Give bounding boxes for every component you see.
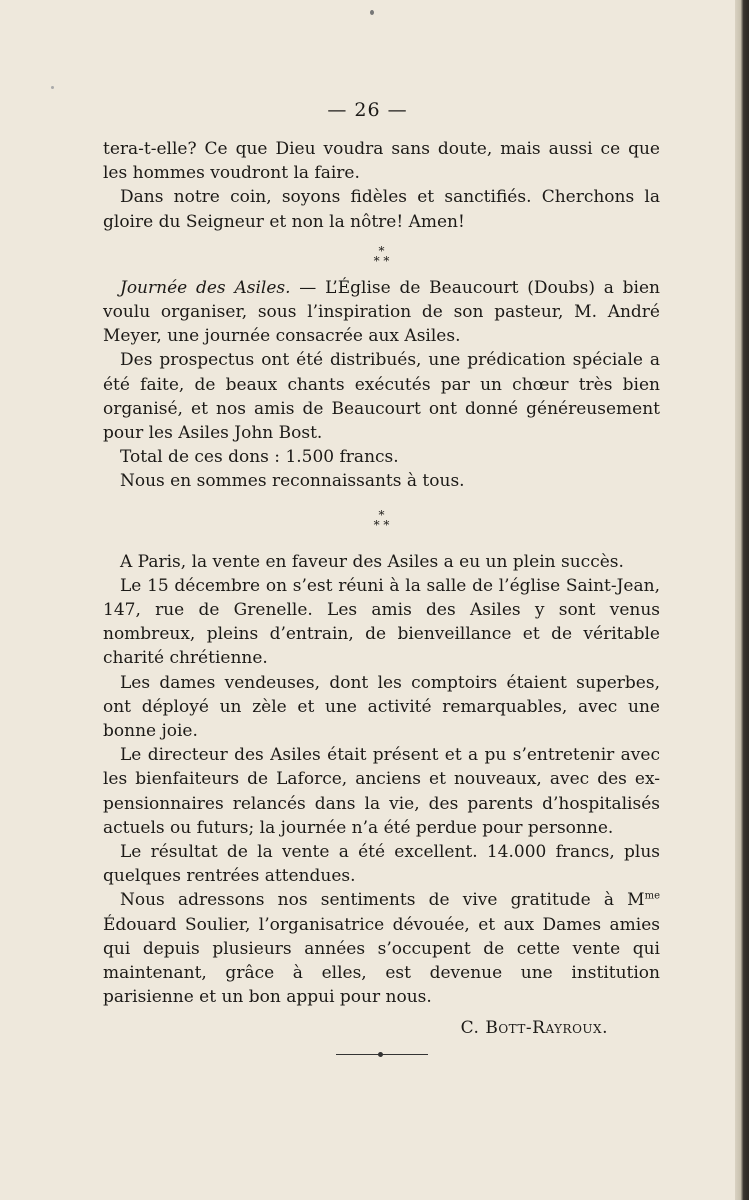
body-text — [103, 137, 660, 1055]
separator-stars: * * — [373, 253, 390, 268]
page-number: — 26 — — [327, 99, 408, 121]
section-separator — [103, 243, 660, 268]
paragraph-text: Nous adressons nos sentiments de vive gratitude à M — [120, 890, 645, 911]
paragraph: Des prospectus ont été distribués, une prédication spéciale a été faite, de beaux chants exécutés par un chœur très bien organisé, et nos amis de Beaucourt ont donné généreusement pour les Asiles John Bost. — [103, 350, 660, 444]
signature: C. Bott-Rayroux. — [460, 1017, 608, 1038]
paragraph: Les dames vendeuses, dont les comptoirs étaient superbes, ont déployé un zèle et une activité remarquables, avec une bonne joie. — [103, 672, 660, 742]
paper-speck — [51, 86, 54, 89]
section-heading: Journée des Asiles. — [120, 277, 291, 298]
paragraph: tera-t-elle? Ce que Dieu voudra sans doute, mais aussi ce que les hommes voudront la faire. — [103, 139, 660, 184]
paragraph: Total de ces dons : 1.500 francs. — [120, 447, 399, 468]
superscript: me — [644, 890, 660, 902]
paragraph — [103, 888, 660, 1009]
ornament-dot — [378, 1052, 383, 1057]
paragraph: Le résultat de la vente a été excellent. 14.000 francs, plus quelques rentrées attendues. — [103, 842, 660, 887]
paragraph-text: — L’Église de Beaucourt (Doubs) a bien voulu organiser, sous l’inspiration de son pasteur, M. André Meyer, une journée consacrée aux Asiles. — [103, 277, 660, 347]
end-ornament — [336, 1054, 428, 1055]
paragraph: Le 15 décembre on s’est réuni à la salle de l’église Saint-Jean, 147, rue de Grenelle. Les amis des Asiles y sont venus nombreux, pleins d’entrain, de bienveillance et de véritable charité chrétienne. — [103, 575, 660, 669]
paragraph: A Paris, la vente en faveur des Asiles a eu un plein succès. — [120, 551, 624, 572]
paragraph-text: Édouard Soulier, l’organisatrice dévouée, et aux Dames amies qui depuis plusieurs années s’occupent de cette vente qui maintenant, grâce à elles, est devenue une institution parisienne et un bon appui pour nous. — [103, 914, 660, 1008]
paragraph: Le directeur des Asiles était présent et a pu s’entretenir avec les bienfaiteurs de Laforce, anciens et nouveaux, avec des ex-pensionnaires relancés dans la vie, des parents d’hospitalisés actuels ou futurs; la journée n’a été perdue pour personne. — [103, 745, 660, 838]
separator-stars: * * — [373, 517, 390, 532]
paragraph — [103, 276, 660, 349]
separator-star: * — [378, 507, 385, 522]
paragraph: Dans notre coin, soyons fidèles et sanctifiés. Cherchons la gloire du Seigneur et non la nôtre! Amen! — [103, 187, 660, 232]
separator-star: * — [378, 243, 385, 258]
paper-speck — [370, 10, 374, 15]
page-edge — [735, 0, 749, 1200]
section-separator — [103, 507, 660, 532]
paragraph: Nous en sommes reconnaissants à tous. — [120, 471, 465, 492]
